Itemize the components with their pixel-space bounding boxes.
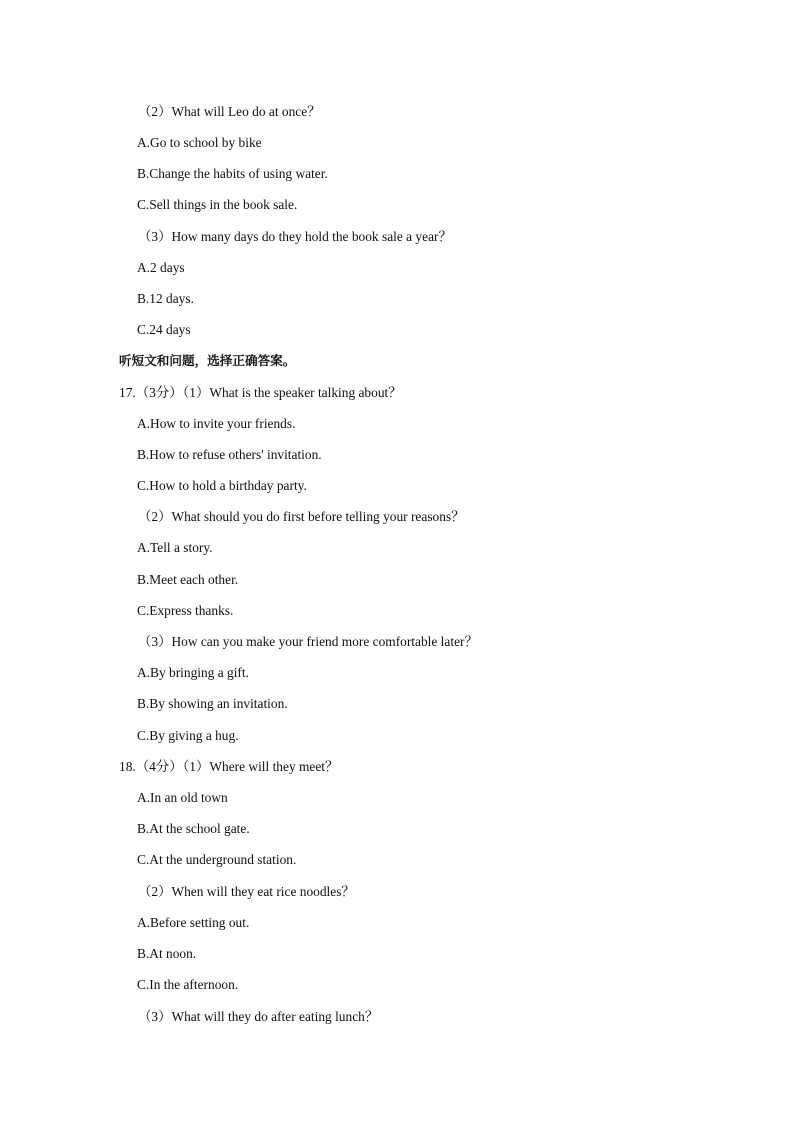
question-17-2-option-b: B.Meet each other. <box>137 572 239 587</box>
question-2-prompt: （2）What will Leo do at once？ <box>138 104 321 119</box>
question-17-3-option-a: A.By bringing a gift. <box>137 665 249 680</box>
section-heading: 听短文和问题，选择正确答案。 <box>119 353 296 368</box>
question-17-3-option-b: B.By showing an invitation. <box>137 696 288 711</box>
question-18-1-option-a: A.In an old town <box>137 790 228 805</box>
question-17-1-option-a: A.How to invite your friends. <box>137 416 296 431</box>
question-18-2-option-c: C.In the afternoon. <box>137 977 239 992</box>
question-17-header: 17.（3分）（1）What is the speaker talking about？ <box>119 385 402 400</box>
question-18-1-option-b: B.At the school gate. <box>137 821 250 836</box>
question-3-option-b: B.12 days. <box>137 291 194 306</box>
question-17-3-option-c: C.By giving a hug. <box>137 728 239 743</box>
question-2-option-b: B.Change the habits of using water. <box>137 166 328 181</box>
question-2-option-a: A.Go to school by bike <box>137 135 262 150</box>
question-17-3-prompt: （3）How can you make your friend more comfortable later？ <box>138 634 478 649</box>
question-18-2-prompt: （2）When will they eat rice noodles？ <box>138 884 355 899</box>
question-18-3-prompt: （3）What will they do after eating lunch？ <box>138 1009 379 1024</box>
question-17-1-option-b: B.How to refuse others' invitation. <box>137 447 322 462</box>
question-18-1-option-c: C.At the underground station. <box>137 852 297 867</box>
question-17-2-option-a: A.Tell a story. <box>137 540 213 555</box>
question-2-option-c: C.Sell things in the book sale. <box>137 197 298 212</box>
question-17-1-option-c: C.How to hold a birthday party. <box>137 478 307 493</box>
question-3-prompt: （3）How many days do they hold the book sale a year？ <box>138 229 452 244</box>
question-18-2-option-a: A.Before setting out. <box>137 915 250 930</box>
question-18-2-option-b: B.At noon. <box>137 946 197 961</box>
question-18-header: 18.（4分）（1）Where will they meet？ <box>119 759 339 774</box>
question-3-option-a: A.2 days <box>137 260 185 275</box>
question-3-option-c: C.24 days <box>137 322 191 337</box>
question-17-2-prompt: （2）What should you do first before telling your reasons？ <box>138 509 465 524</box>
question-17-2-option-c: C.Express thanks. <box>137 603 234 618</box>
